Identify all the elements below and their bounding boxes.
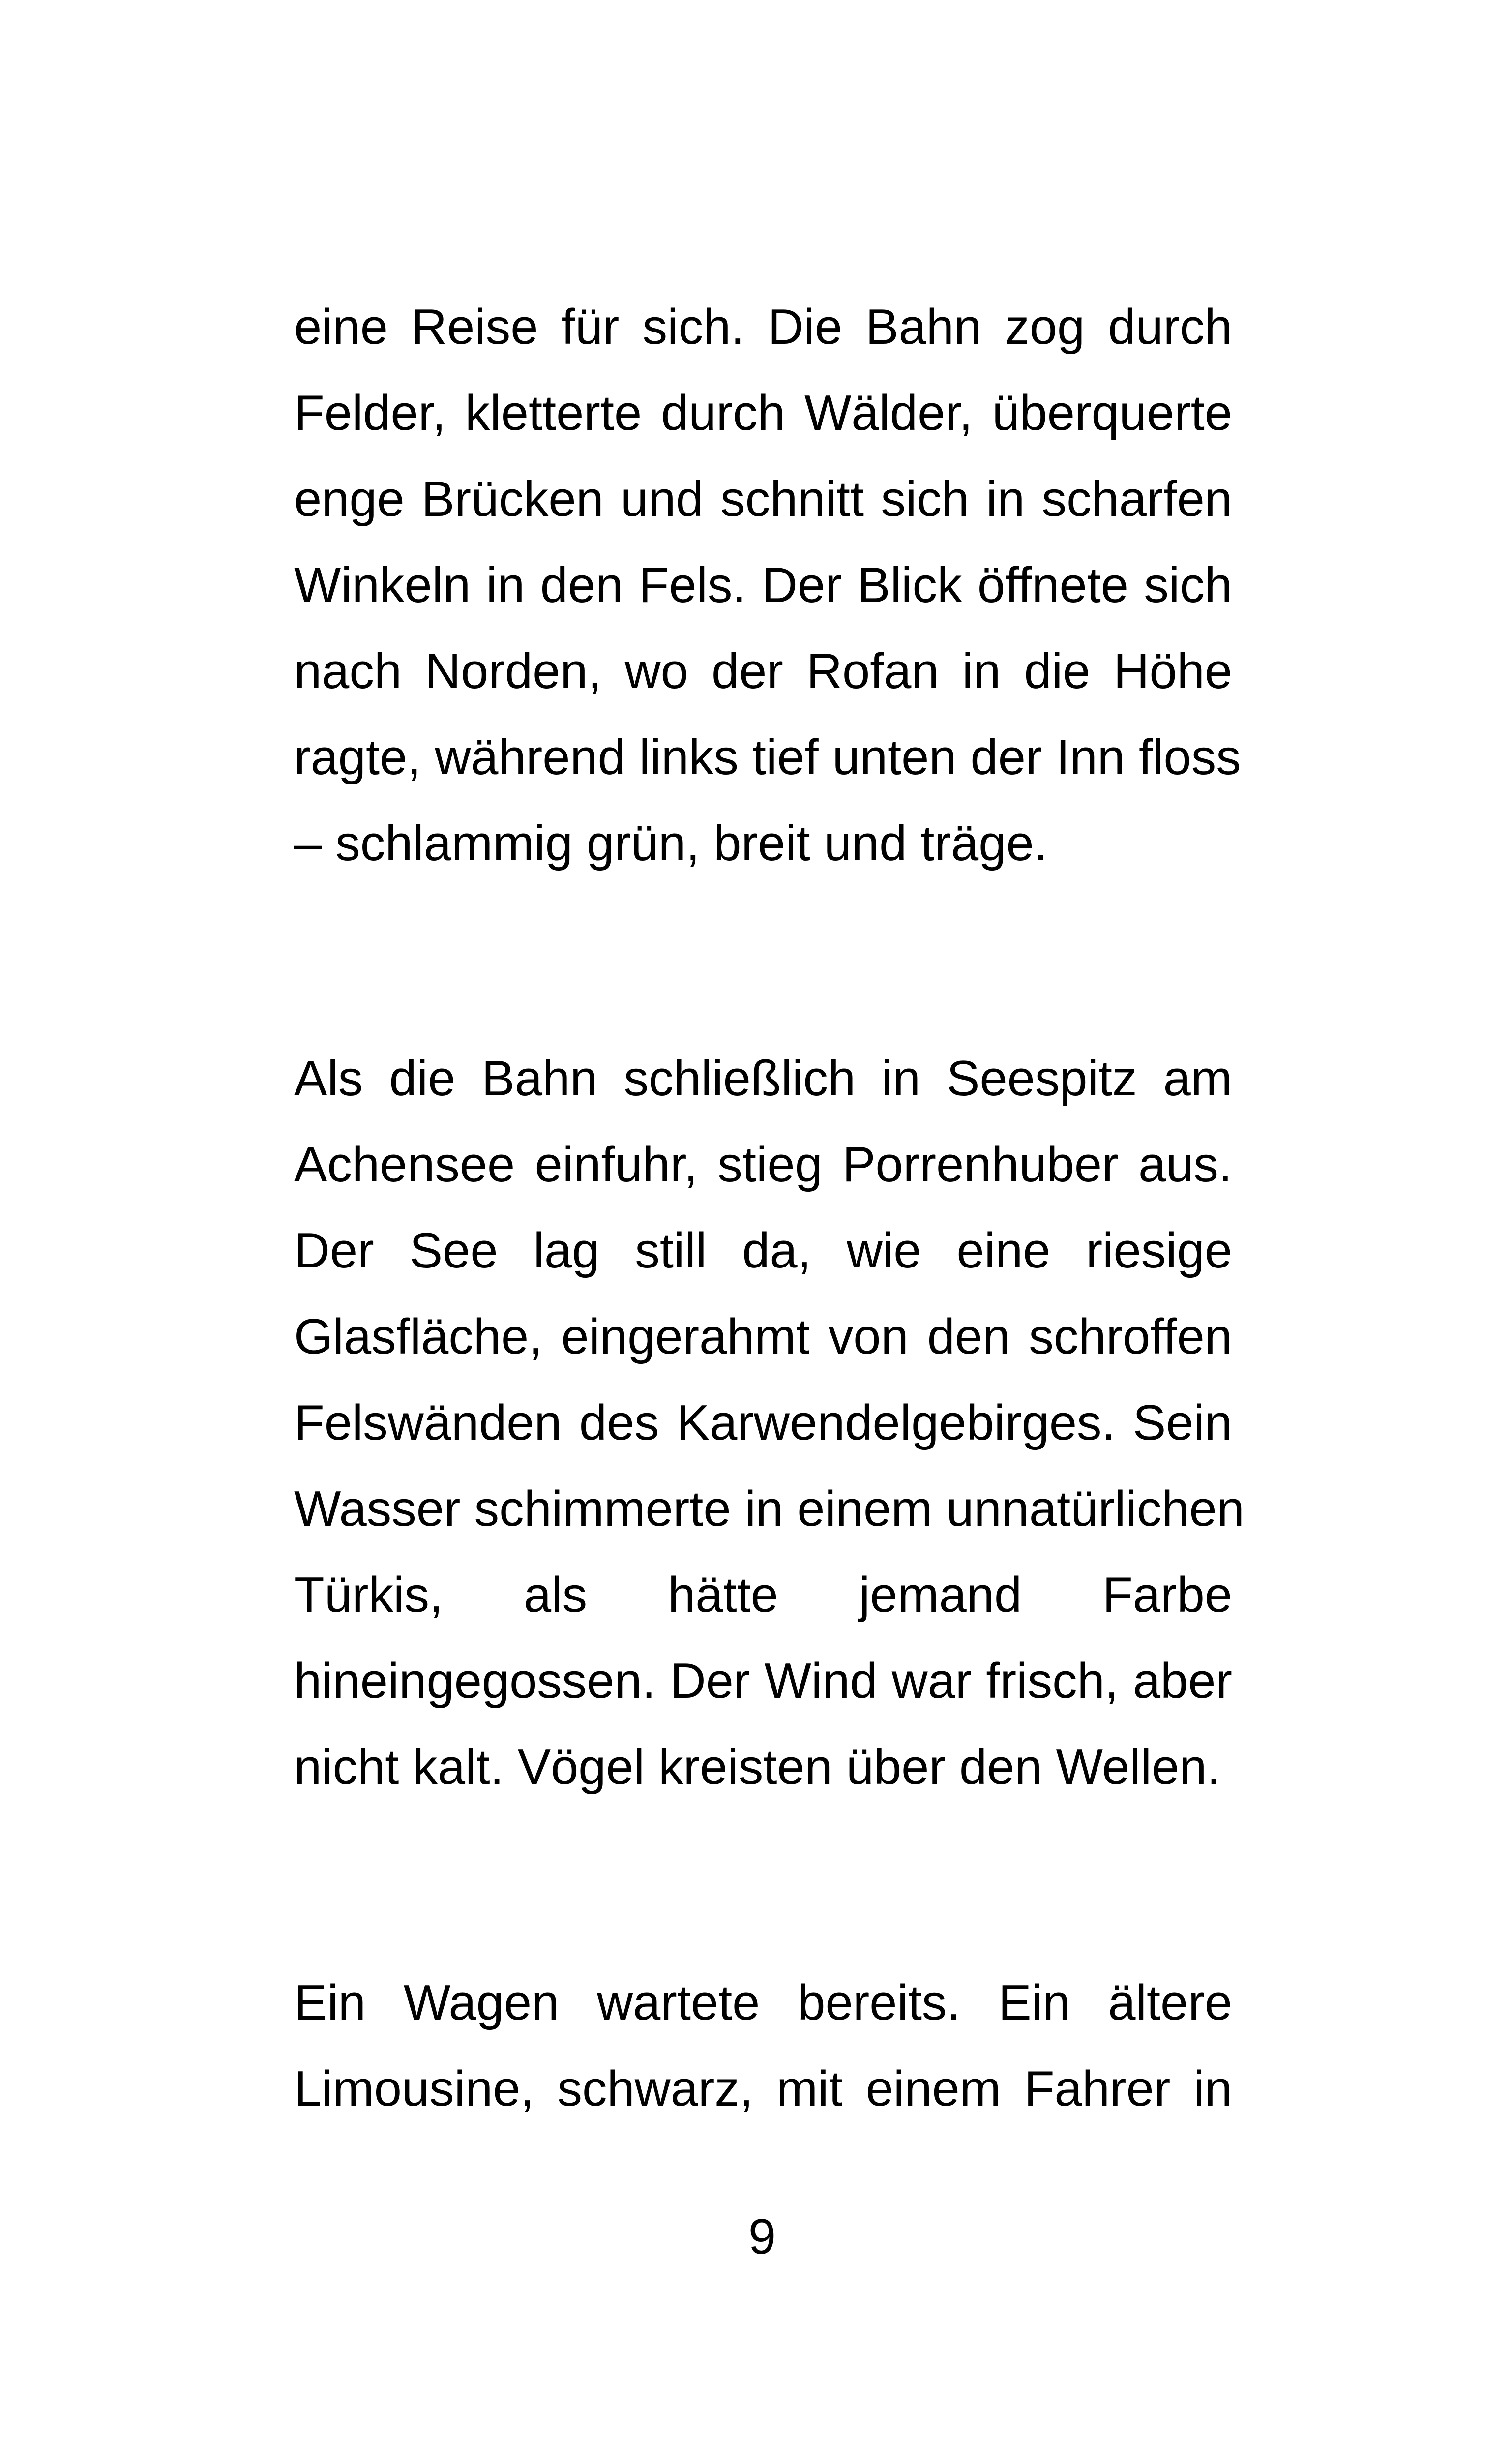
text-line: Der See lag still da, wie eine riesige <box>294 1223 1232 1278</box>
text-line: Winkeln in den Fels. Der Blick öffnete sich <box>294 558 1232 613</box>
text-line: Limousine, schwarz, mit einem Fahrer in <box>294 2061 1232 2116</box>
text-line: enge Brücken und schnitt sich in scharfen <box>294 472 1232 527</box>
text-line: Felder, kletterte durch Wälder, überquerte <box>294 386 1232 441</box>
text-line: nach Norden, wo der Rofan in die Höhe <box>294 644 1232 699</box>
text-line: ragte, während links tief unten der Inn floss <box>294 730 1241 785</box>
paragraph-3 <box>294 1960 1232 2132</box>
text-line: hineingegossen. Der Wind war frisch, aber <box>294 1654 1232 1709</box>
text-line: – schlammig grün, breit und träge. <box>294 816 1048 871</box>
text-line: eine Reise für sich. Die Bahn zog durch <box>294 300 1232 355</box>
text-line: nicht kalt. Vögel kreisten über den Wellen. <box>294 1740 1221 1795</box>
text-line: Glasfläche, eingerahmt von den schroffen <box>294 1309 1232 1364</box>
text-line: Wasser schimmerte in einem unnatürlichen <box>294 1481 1245 1537</box>
text-line: Ein Wagen wartete bereits. Ein ältere <box>294 1975 1232 2030</box>
text-line: Felswänden des Karwendelgebirges. Sein <box>294 1395 1232 1450</box>
text-line: Als die Bahn schließlich in Seespitz am <box>294 1051 1232 1106</box>
paragraph-1 <box>294 284 1241 887</box>
text-line: Achensee einfuhr, stieg Porrenhuber aus. <box>294 1137 1232 1192</box>
paragraph-2 <box>294 1036 1245 1810</box>
page-number: 9 <box>748 2209 776 2264</box>
text-line: Türkis, als hätte jemand Farbe <box>294 1568 1232 1623</box>
